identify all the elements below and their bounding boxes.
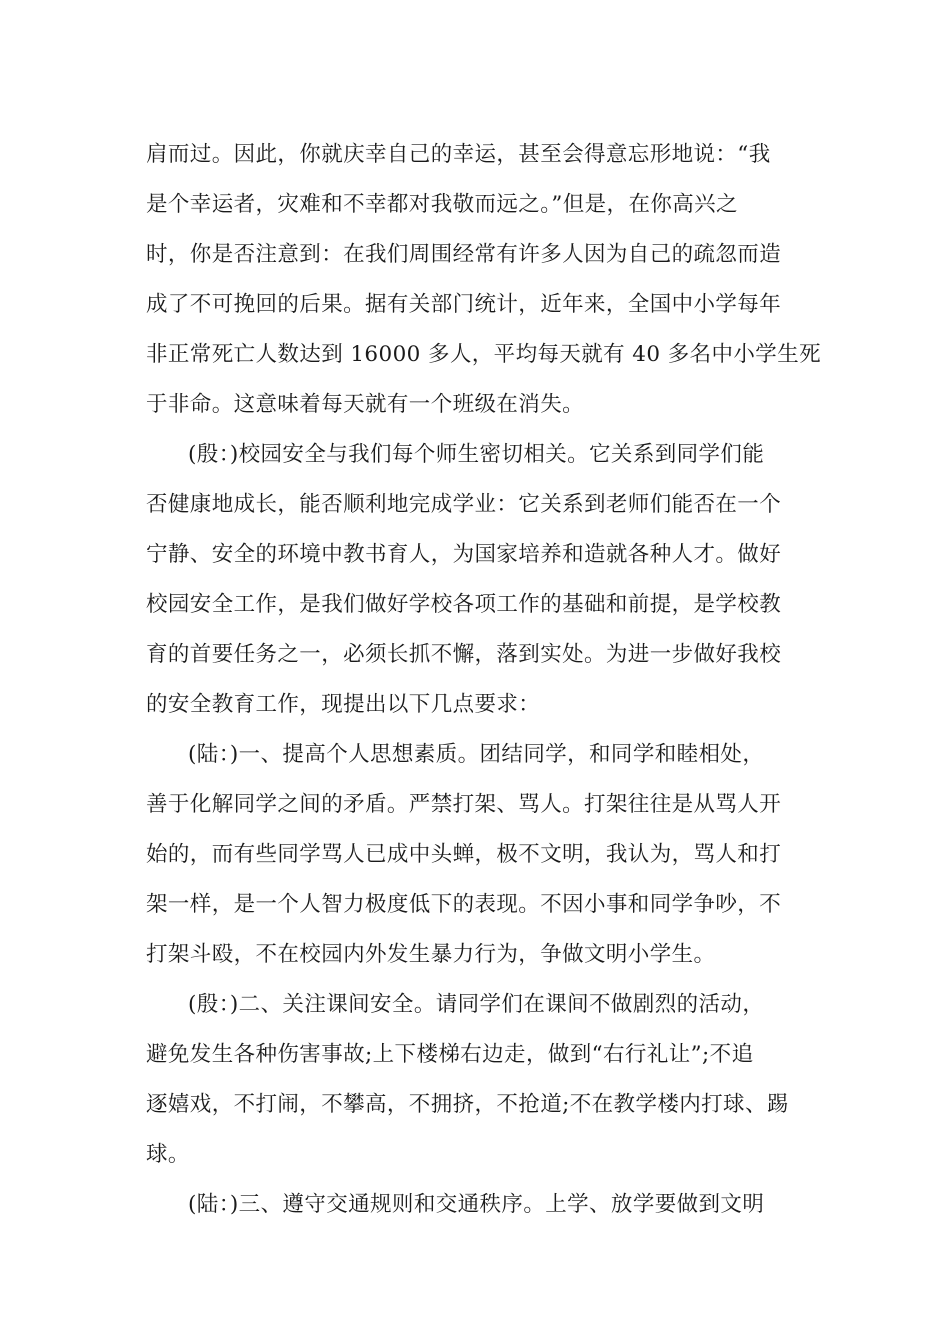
text-line: 宁静、安全的环境中教书育人，为国家培养和造就各种人才。做好: [146, 542, 782, 567]
text-line: 时，你是否注意到：在我们周围经常有许多人因为自己的疏忽而造: [146, 242, 782, 267]
text-line: 成了不可挽回的后果。据有关部门统计，近年来，全国中小学每年: [146, 292, 782, 317]
text-line: 避免发生各种伤害事故;上下楼梯右边走，做到“右行礼让”;不追: [146, 1042, 754, 1067]
text-line: 球。: [146, 1142, 190, 1167]
text-line: 育的首要任务之一，必须长抓不懈，落到实处。为进一步做好我校: [146, 642, 782, 667]
text-line: (陆：)一、提高个人思想素质。团结同学，和同学和睦相处，: [188, 742, 765, 767]
text-line: 始的，而有些同学骂人已成中头蝉，极不文明，我认为，骂人和打: [146, 842, 782, 867]
text-line: 否健康地成长，能否顺利地完成学业：它关系到老师们能否在一个: [146, 492, 782, 517]
text-line: 善于化解同学之间的矛盾。严禁打架、骂人。打架往往是从骂人开: [146, 792, 782, 817]
text-line: (陆：)三、遵守交通规则和交通秩序。上学、放学要做到文明: [188, 1192, 765, 1217]
text-line: 肩而过。因此，你就庆幸自己的幸运，甚至会得意忘形地说：“我: [146, 142, 771, 167]
text-line: 是个幸运者，灾难和不幸都对我敬而远之。”但是，在你高兴之: [146, 192, 738, 217]
text-line: 非正常死亡人数达到 16000 多人，平均每天就有 40 多名中小学生死: [146, 342, 821, 367]
text-line: (殷：)二、关注课间安全。请同学们在课间不做剧烈的活动，: [188, 992, 765, 1017]
text-line: 架一样，是一个人智力极度低下的表现。不因小事和同学争吵，不: [146, 892, 782, 917]
text-line: (殷：)校园安全与我们每个师生密切相关。它关系到同学们能: [188, 442, 765, 467]
text-line: 逐嬉戏，不打闹，不攀高，不拥挤，不抢道;不在教学楼内打球、踢: [146, 1092, 789, 1117]
text-line: 的安全教育工作，现提出以下几点要求：: [146, 692, 541, 717]
text-line: 于非命。这意味着每天就有一个班级在消失。: [146, 392, 585, 417]
text-line: 校园安全工作，是我们做好学校各项工作的基础和前提，是学校教: [146, 592, 782, 617]
document-body: [146, 130, 821, 1230]
text-line: 打架斗殴，不在校园内外发生暴力行为，争做文明小学生。: [146, 942, 716, 967]
